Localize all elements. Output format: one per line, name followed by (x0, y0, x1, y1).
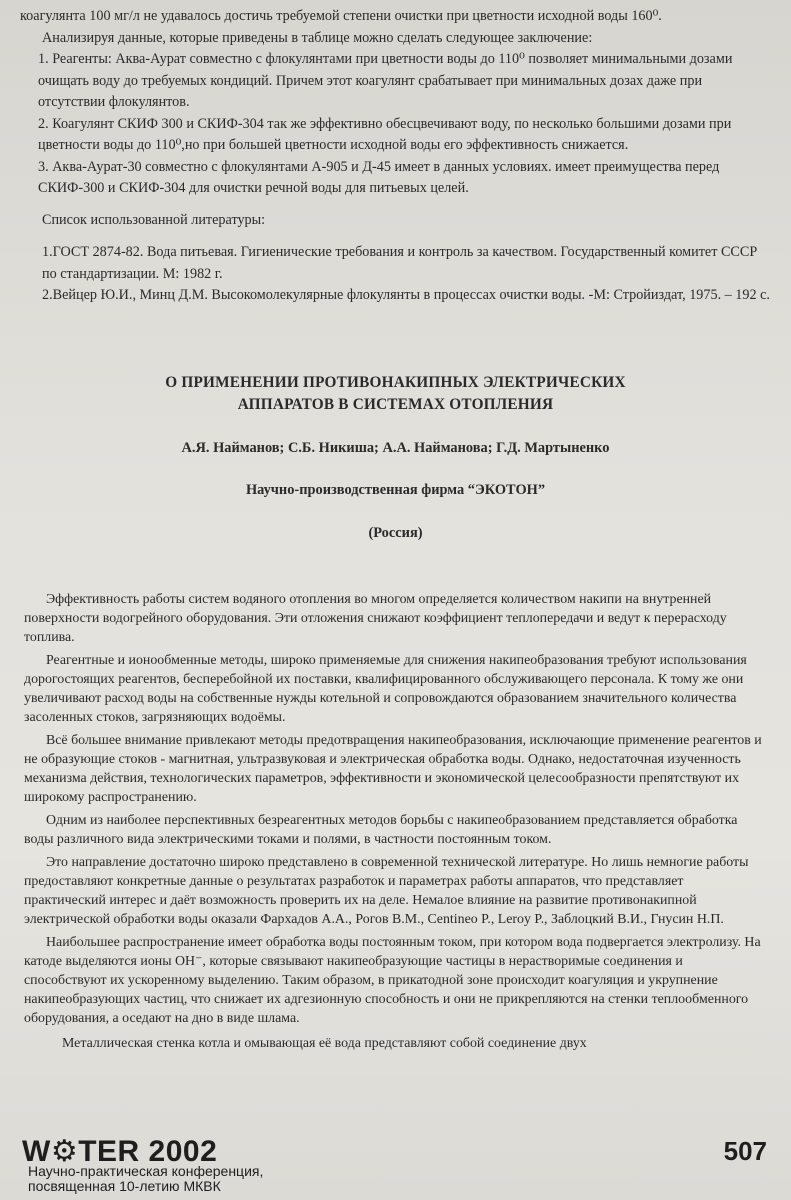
paragraph: Анализируя данные, которые приведены в таблице можно сделать следующее заключение: (42, 29, 593, 46)
paragraph: Всё большее внимание привлекают методы предотвращения накипеобразования, исключающие применение реагентов и не образующие стоков - магнитная, ультразвуковая и электрическая обработка воды. Однако, недостаточная изученность механизма действия, технологических параметров, эффективности и экономической целесообразности препятствуют их широкому распространению. (24, 733, 762, 805)
article-country: (Россия) (368, 525, 423, 541)
previous-article-ending (20, 6, 772, 307)
paragraph: Реагентные и ионообменные методы, широко применяемые для снижения накипеобразования требуют использования дорогостоящих реагентов, бесперебойной их поставки, квалифицированного обслуживающего персонала. К тому же они увеличивают расход воды на собственные нужды котельной и сопровождаются образованием значительного количества засоленных стоков, загрязняющих водоёмы. (24, 653, 747, 725)
reference-item: 2.Вейцер Ю.И., Минц Д.М. Высокомолекулярные флокулянты в процессах очистки воды. -М: Стройиздат, 1975. – 192 с. (42, 287, 770, 303)
article-authors: А.Я. Найманов; С.Б. Никиша; А.А. Найманова; Г.Д. Мартыненко (181, 440, 610, 456)
conference-caption-line: посвященная 10-летию МКВК (28, 1178, 221, 1194)
article-title-line: АППАРАТОВ В СИСТЕМАХ ОТОПЛЕНИЯ (237, 396, 554, 413)
conference-caption-line: Научно-практическая конференция, (28, 1163, 264, 1179)
conclusion-item-3: 3. Аква-Аурат-30 совместно с флокулянтами А-905 и Д-45 имеет в данных условиях. имеет преимущества перед СКИФ-300 и СКИФ-304 для очистки речной воды для питьевых целей. (38, 158, 720, 196)
paragraph: Одним из наиболее перспективных безреагентных методов борьбы с накипеобразованием представляется обработка воды различного вида электрическими токами и полями, в частности постоянным током. (24, 813, 738, 847)
article-title-line: О ПРИМЕНЕНИИ ПРОТИВОНАКИПНЫХ ЭЛЕКТРИЧЕСКИХ (165, 374, 626, 391)
paragraph: Наибольшее распространение имеет обработка воды постоянным током, при котором вода подвергается электролизу. На катоде выделяются ионы OH⁻, которые связывают накипеобразующие частицы в нерастворимые соединения и способствуют их ускоренному выделению. Таким образом, в прикатодной зоне происходит коагуляция и укрупнение накипеобразующих частиц, что снижает их адгезионную способность и они не прикрепляются на стенки теплообменного оборудования, а оседают на дно в виде шлама. (24, 935, 761, 1026)
paragraph: Это направление достаточно широко представлено в современной технической литературе. Но лишь немногие работы предоставляют конкретные данные о результатах разработок и параметрах работы аппаратов, что представляет практический интерес и даёт возможность проверить их на деле. Немалое влияние на развитие противонакипной электрической обработки воды оказали Фархадов А.А., Рогов В.М., Centineo P., Leroy P., Заблоцкий В.И., Гнусин Н.П. (24, 855, 749, 927)
paragraph: коагулянта 100 мг/л не удавалось достичь требуемой степени очистки при цветности исходной воды 160⁰. (20, 8, 662, 24)
paragraph: Металлическая стенка котла и омывающая её вода представляют собой соединение двух (62, 1036, 587, 1051)
article-title (0, 372, 791, 416)
water-2002-logo: W⚙TER 2002 (22, 1135, 218, 1168)
references-heading: Список использованной литературы: (42, 211, 266, 228)
conclusion-item-2: 2. Коагулянт СКИФ 300 и СКИФ-304 так же эффективно обесцвечивают воду, по несколько большими дозами при цветности воды до 110⁰,но при большей цветности исходной воды его эффективность снижается. (38, 115, 732, 153)
conclusion-item-1: 1. Реагенты: Аква-Аурат совместно с флокулянтами при цветности воды до 110⁰ позволяет минимальными дозами очищать воду до требуемых кондиций. Причем этот коагулянт срабатывает при минимальных дозах даже при отсутствии флокулянтов. (38, 51, 733, 110)
conference-caption (28, 1164, 263, 1194)
paragraph: Эффективность работы систем водяного отопления во многом определяется количеством накипи на внутренней поверхности водогрейного оборудования. Эти отложения снижают коэффициент теплопередачи и ведут к перерасходу топлива. (24, 592, 727, 645)
article-organization: Научно-производственная фирма “ЭКОТОН” (245, 482, 546, 498)
article-body (24, 590, 766, 1057)
reference-item: 1.ГОСТ 2874-82. Вода питьевая. Гигиенические требования и контроль за качеством. Государственный комитет СССР по стандартизации. М: 1982 г. (42, 244, 758, 282)
page-number: 507 (723, 1136, 767, 1166)
